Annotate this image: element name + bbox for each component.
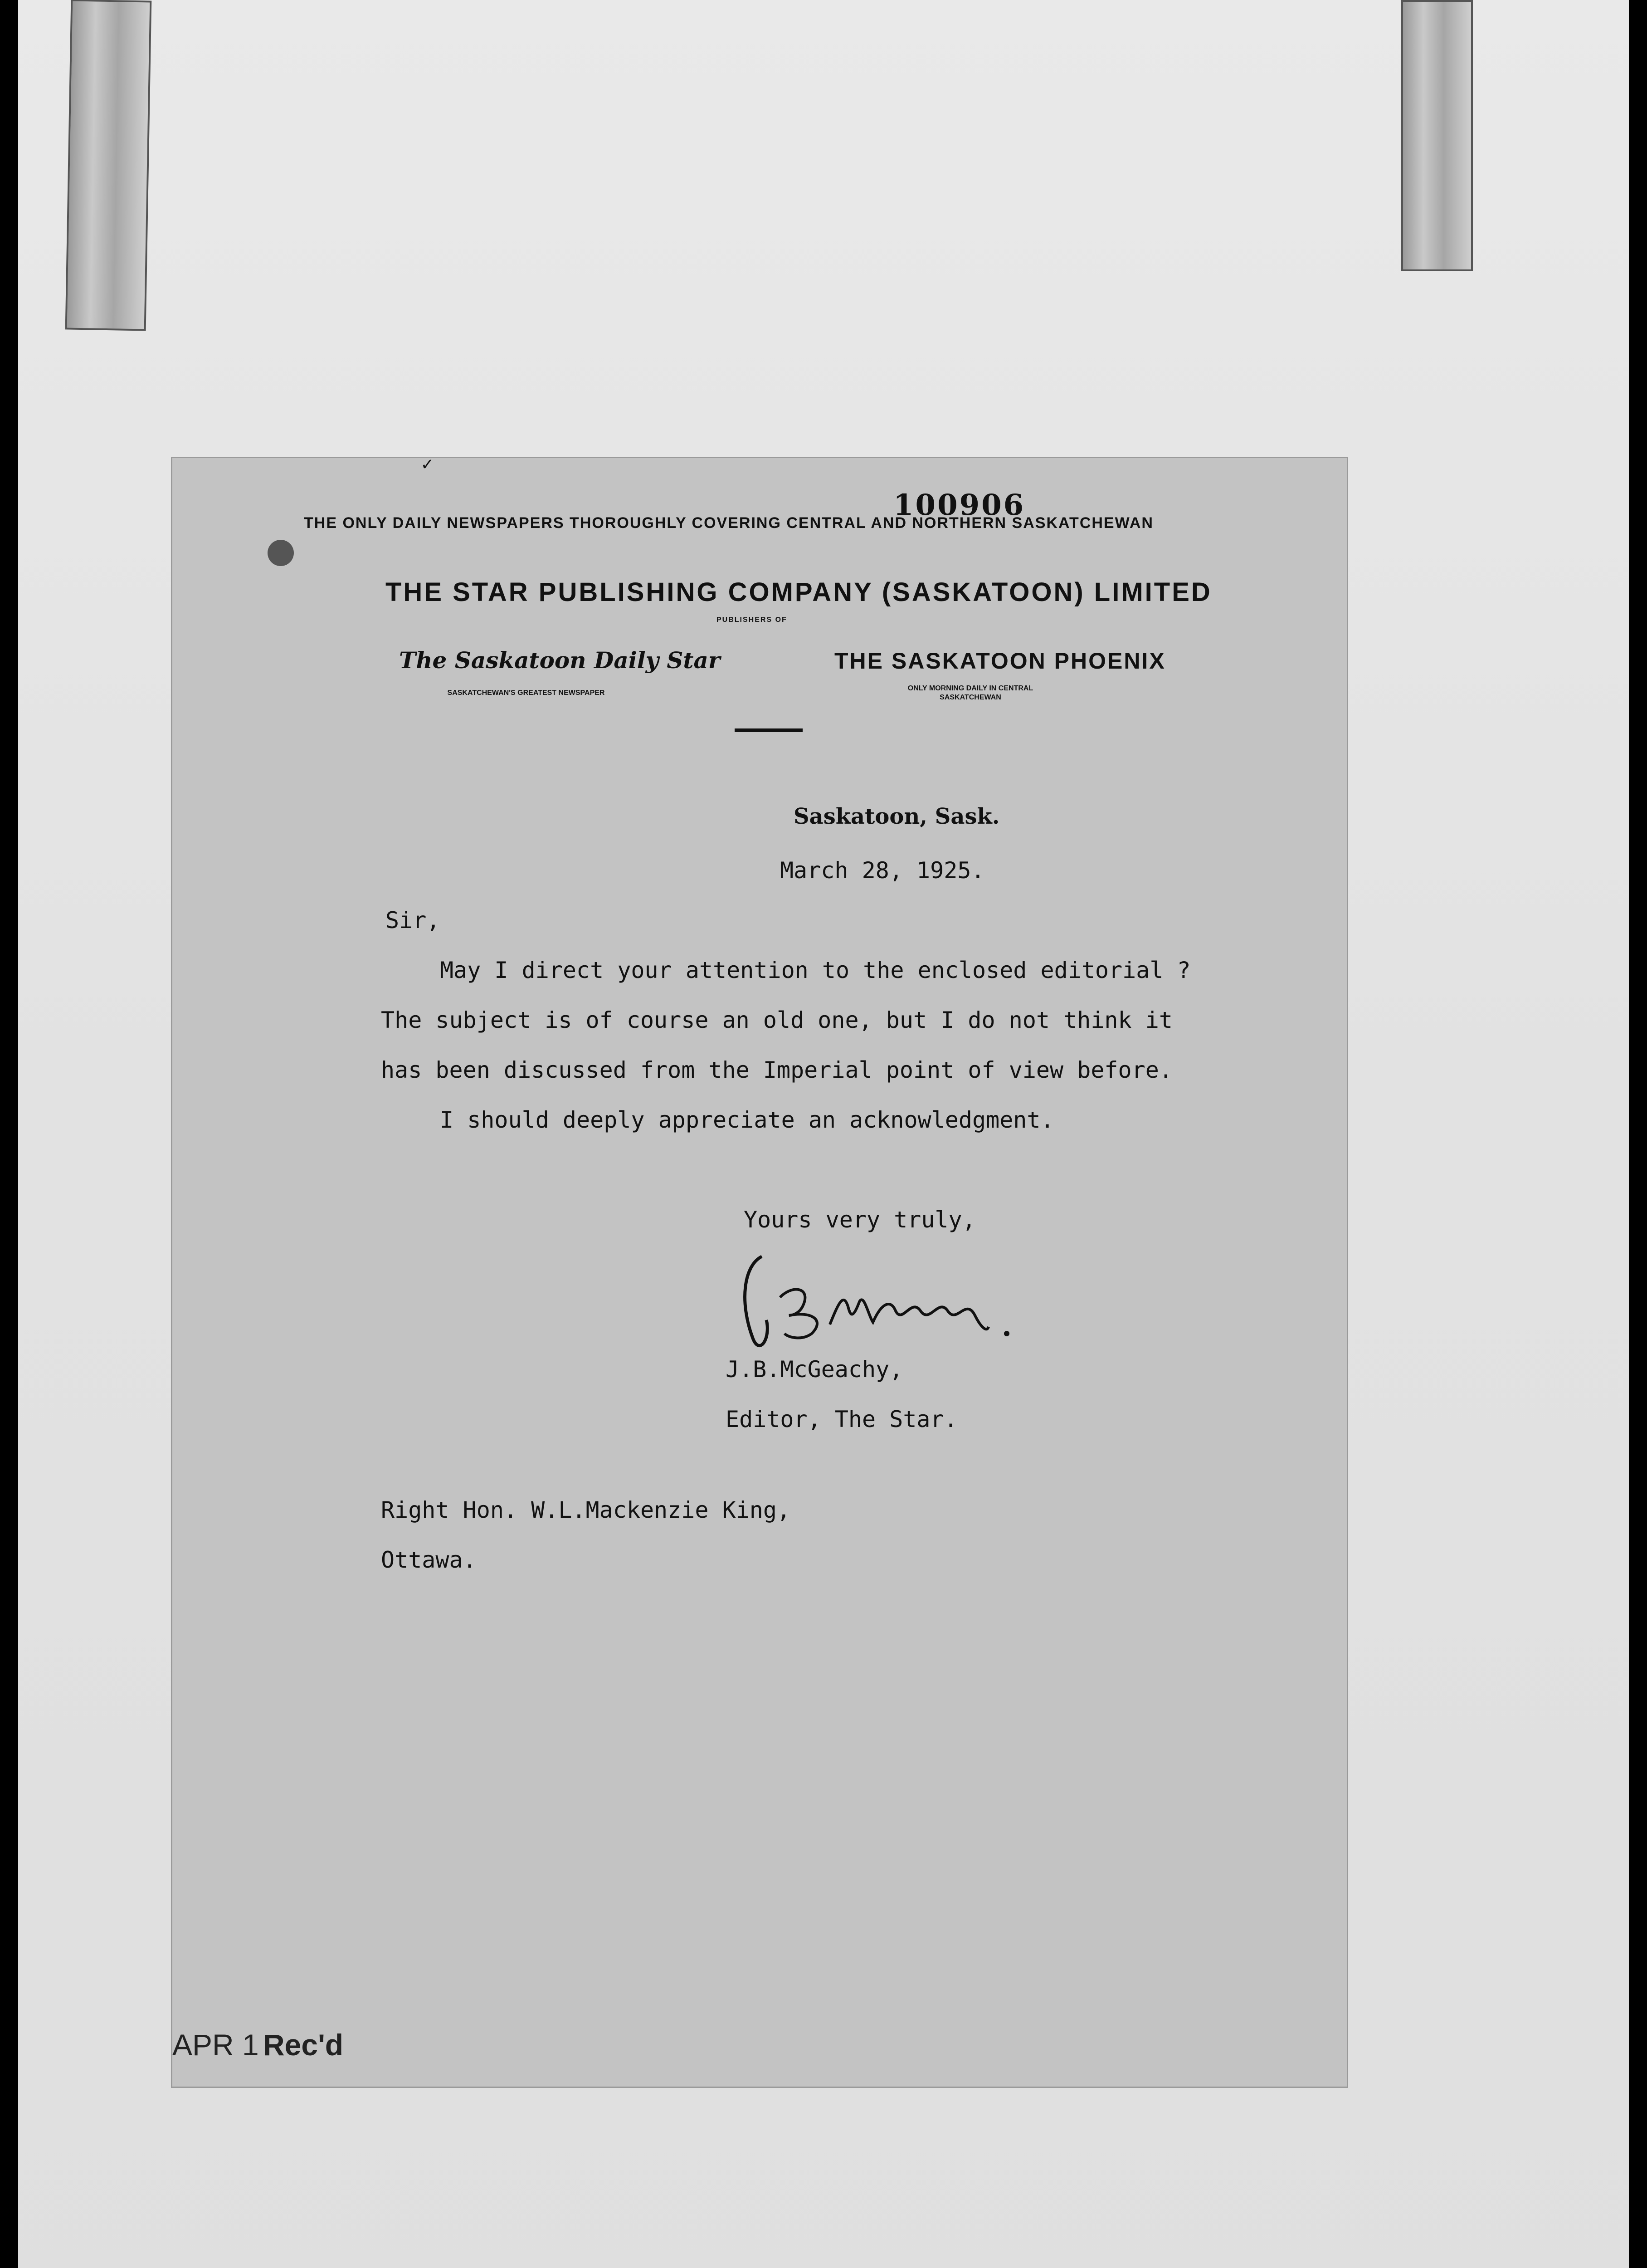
company-name: THE STAR PUBLISHING COMPANY (SASKATOON) LIMITED [385, 577, 1212, 607]
check-mark: ✓ [422, 454, 433, 474]
salutation: Sir, [385, 907, 440, 934]
publishers-of-label: PUBLISHERS OF [716, 616, 787, 624]
document-number: 100906 [893, 488, 1026, 522]
tape-strip-left [65, 0, 152, 331]
signer-name: J.B.McGeachy, [726, 1356, 903, 1383]
letter-date: March 28, 1925. [780, 857, 985, 884]
letterhead-tagline: THE ONLY DAILY NEWSPAPERS THOROUGHLY COVERING CENTRAL AND NORTHERN SASKATCHEWAN [304, 514, 1154, 532]
punch-hole [268, 540, 294, 566]
body-line: May I direct your attention to the enclosed editorial ? [440, 957, 1191, 983]
phoenix-masthead: THE SASKATOON PHOENIX [834, 648, 1166, 674]
handwritten-signature [735, 1247, 1052, 1365]
phoenix-subtitle: ONLY MORNING DAILY IN CENTRAL SASKATCHEWAN [907, 684, 1033, 701]
received-date-stamp: APR 1 [172, 2028, 259, 2062]
received-note: Rec'd [263, 2028, 344, 2062]
closing: Yours very truly, [744, 1207, 976, 1233]
daily-star-subtitle: SASKATCHEWAN'S GREATEST NEWSPAPER [447, 689, 605, 697]
body-line: The subject is of course an old one, but I do not think it [381, 1007, 1173, 1033]
tape-strip-right [1401, 0, 1473, 271]
letter-sheet [172, 454, 1347, 2087]
signer-title: Editor, The Star. [726, 1406, 958, 1432]
daily-star-masthead: The Saskatoon Daily Star [399, 647, 721, 674]
recipient-city: Ottawa. [381, 1547, 477, 1573]
letterhead-rule [735, 728, 803, 732]
recipient-name: Right Hon. W.L.Mackenzie King, [381, 1497, 791, 1523]
body-line: has been discussed from the Imperial point of view before. [381, 1057, 1173, 1083]
body-line: I should deeply appreciate an acknowledgment. [440, 1107, 1054, 1133]
letter-place: Saskatoon, Sask. [794, 804, 1000, 829]
